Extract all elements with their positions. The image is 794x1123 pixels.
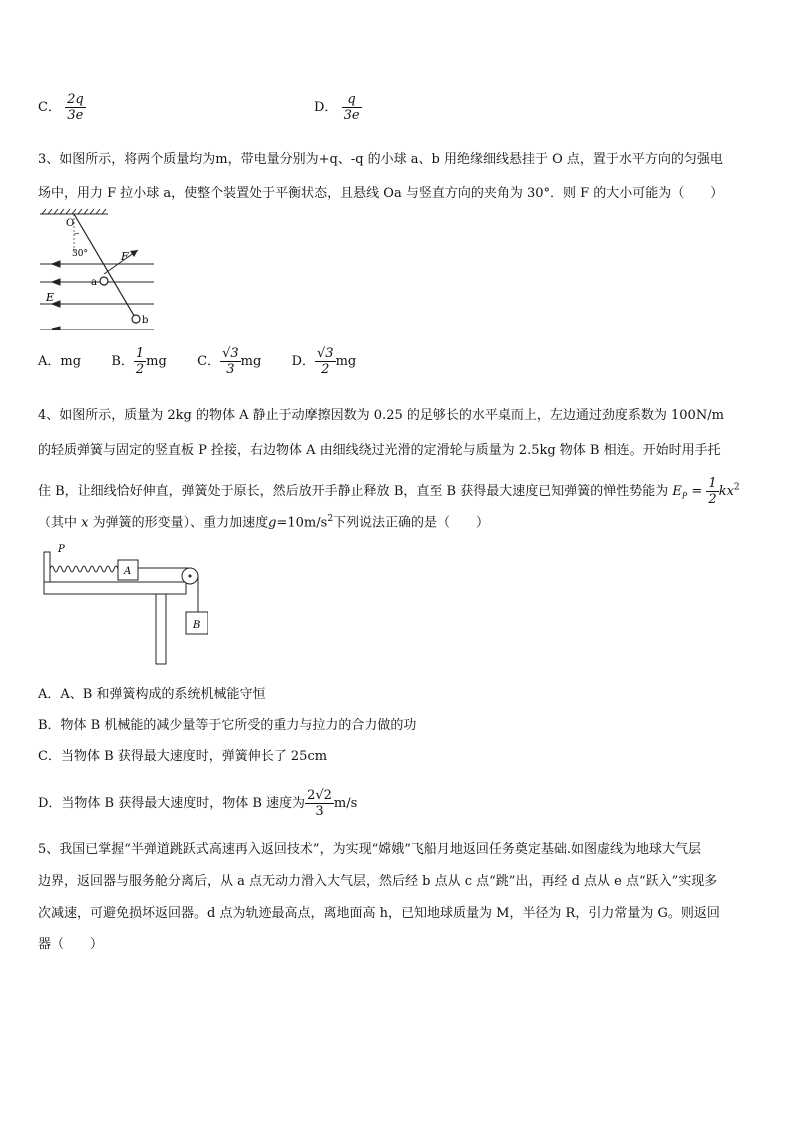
q4-d-denominator: 3 xyxy=(315,804,324,819)
q2-option-c xyxy=(38,92,86,123)
q5-text-line3: 次减速，可避免损坏返回器。d 点为轨迹最高点，离地面高 h，已知地球质量为 M，半径为 R，引力常量为 G。则返回 xyxy=(38,906,720,921)
label-a: a xyxy=(91,277,97,288)
force-arrowhead xyxy=(130,250,138,257)
q3-option-a: A．mg xyxy=(38,354,82,369)
q4-figure xyxy=(38,542,208,666)
ep-numerator: 1 xyxy=(708,476,717,491)
label-o: O xyxy=(66,218,75,229)
spring xyxy=(50,566,126,572)
q3-option-b-fraction xyxy=(134,346,146,377)
ceiling-hatch xyxy=(40,209,108,214)
label-b: B xyxy=(193,620,201,631)
q4-line4-c: =10m/s xyxy=(276,515,328,531)
label-angle: 30° xyxy=(72,249,88,259)
table-leg xyxy=(156,594,166,664)
q3-c-numerator: √3 xyxy=(222,346,239,361)
q2-c-denominator: 3e xyxy=(67,108,84,123)
q4-option-b: B．物体 B 机械能的减少量等于它所受的重力与拉力的合力做的功 xyxy=(38,718,417,733)
q2-d-numerator: q xyxy=(342,92,362,108)
q3-option-d-fraction xyxy=(315,346,336,377)
q4-option-a: A．A、B 和弹簧构成的系统机械能守恒 xyxy=(38,687,266,702)
q3-option-c-label: C． xyxy=(197,354,221,369)
q5-text-line4: 器（ ） xyxy=(38,937,104,952)
q3-d-numerator: √3 xyxy=(317,346,334,361)
q3-option-d-label: D． xyxy=(291,354,315,369)
ep-fraction xyxy=(706,476,718,507)
q4-option-d-text: D．当物体 B 获得最大速度时，物体 B 速度为 xyxy=(38,796,306,811)
q4-line3-text: 住 B，让细线恰好伸直，弹簧处于原长，然后放开手静止释放 B，直至 B 获得最大速度已知弹簧的惮性势能为 xyxy=(38,484,669,499)
ep-symbol: E xyxy=(672,484,682,499)
q3-b-unit: mg xyxy=(146,354,167,369)
vertical-plate-p xyxy=(44,552,50,582)
ball-a xyxy=(100,277,108,285)
label-f: F xyxy=(121,250,129,263)
q3-b-denominator: 2 xyxy=(135,362,145,377)
q4-line4-a: （其中 xyxy=(38,515,78,531)
suspension-string xyxy=(74,214,136,319)
q3-option-c-fraction xyxy=(220,346,241,377)
q3-d-unit: mg xyxy=(335,354,357,369)
table-top xyxy=(44,582,186,594)
pulley-axle xyxy=(189,575,192,578)
q4-line4-b: 为弹簧的形变量）、重力加速度 xyxy=(92,515,269,531)
q4-option-c: C．当物体 B 获得最大速度时，弹簧伸长了 25cm xyxy=(38,749,328,764)
angle-arc xyxy=(74,233,79,234)
q4-line4-g: g xyxy=(268,515,277,531)
ball-b xyxy=(132,315,140,323)
q3-d-denominator: 2 xyxy=(321,362,330,377)
q2-c-numerator: 2q xyxy=(67,92,84,107)
q4-d-unit: m/s xyxy=(333,796,358,811)
ep-superscript: 2 xyxy=(733,482,740,493)
ep-subscript: P xyxy=(681,491,688,501)
ep-rhs: kx xyxy=(718,484,734,499)
q4-d-numerator: 2√2 xyxy=(307,788,332,803)
q4-d-fraction xyxy=(305,788,334,819)
q5-text-line2: 边界，返回器与服务舱分离后，从 a 点无动力滑入大气层，然后经 b 点从 c 点“跳”出，再经 d 点从 e 点“跃入”实现多 xyxy=(38,874,718,889)
q5-text-line1: 5、我国已掌握“半弹道跳跃式高速再入返回技术”，为实现“嫦娥”飞船月地返回任务奠定基础.如图虚线为地球大气层 xyxy=(38,842,701,857)
label-a: A xyxy=(124,566,132,577)
q2-d-denominator: 3e xyxy=(343,108,360,123)
q4-line4-d: 下列说法正确的是（ ） xyxy=(333,515,490,531)
q3-b-numerator: 1 xyxy=(135,346,145,361)
q4-text-line1: 4、如图所示，质量为 2kg 的物体 A 静止于动摩擦因数为 0.25 的足够长的水平桌而上，左边通过劲度系数为 100N/m xyxy=(38,408,724,423)
q4-text-line2: 的轻质弹簧与固定的竖直板 P 拴接，右边物体 A 由细线绕过光滑的定滑轮与质量为 2.5kg 物体 B 相连。开始时用手托 xyxy=(38,443,721,458)
q3-figure xyxy=(38,208,168,330)
q3-options xyxy=(38,346,356,377)
q2-option-c-fraction xyxy=(65,92,86,123)
q2-option-d-label: D． xyxy=(314,100,338,115)
q2-option-c-label: C． xyxy=(38,100,61,115)
label-p: P xyxy=(58,544,65,555)
ep-equals: = xyxy=(687,484,707,499)
label-b: b xyxy=(142,315,149,326)
label-e: E xyxy=(46,291,55,304)
q3-c-unit: mg xyxy=(240,354,262,369)
q2-option-d-fraction xyxy=(342,92,362,123)
q3-text-line2: 场中，用力 F 拉小球 a，使整个装置处于平衡状态，且悬线 Oa 与竖直方向的夹角为 30°．则 F 的大小可能为（ ） xyxy=(38,186,724,201)
q2-option-d xyxy=(314,92,362,123)
q3-option-b-label: B． xyxy=(111,354,134,369)
q3-text-line1: 3、如图所示，将两个质量均为m，带电量分别为+q、-q 的小球 a、b 用绝缘细线悬挂于 O 点，置于水平方向的匀强电 xyxy=(38,152,723,167)
q4-option-d xyxy=(38,788,357,819)
q4-line4-x: x xyxy=(81,515,89,531)
ep-denominator: 2 xyxy=(708,492,717,507)
q4-line4-sup: 2 xyxy=(327,514,334,524)
q4-text-line3 xyxy=(38,476,740,507)
q4-text-line4 xyxy=(38,511,489,531)
q3-c-denominator: 3 xyxy=(226,362,235,377)
